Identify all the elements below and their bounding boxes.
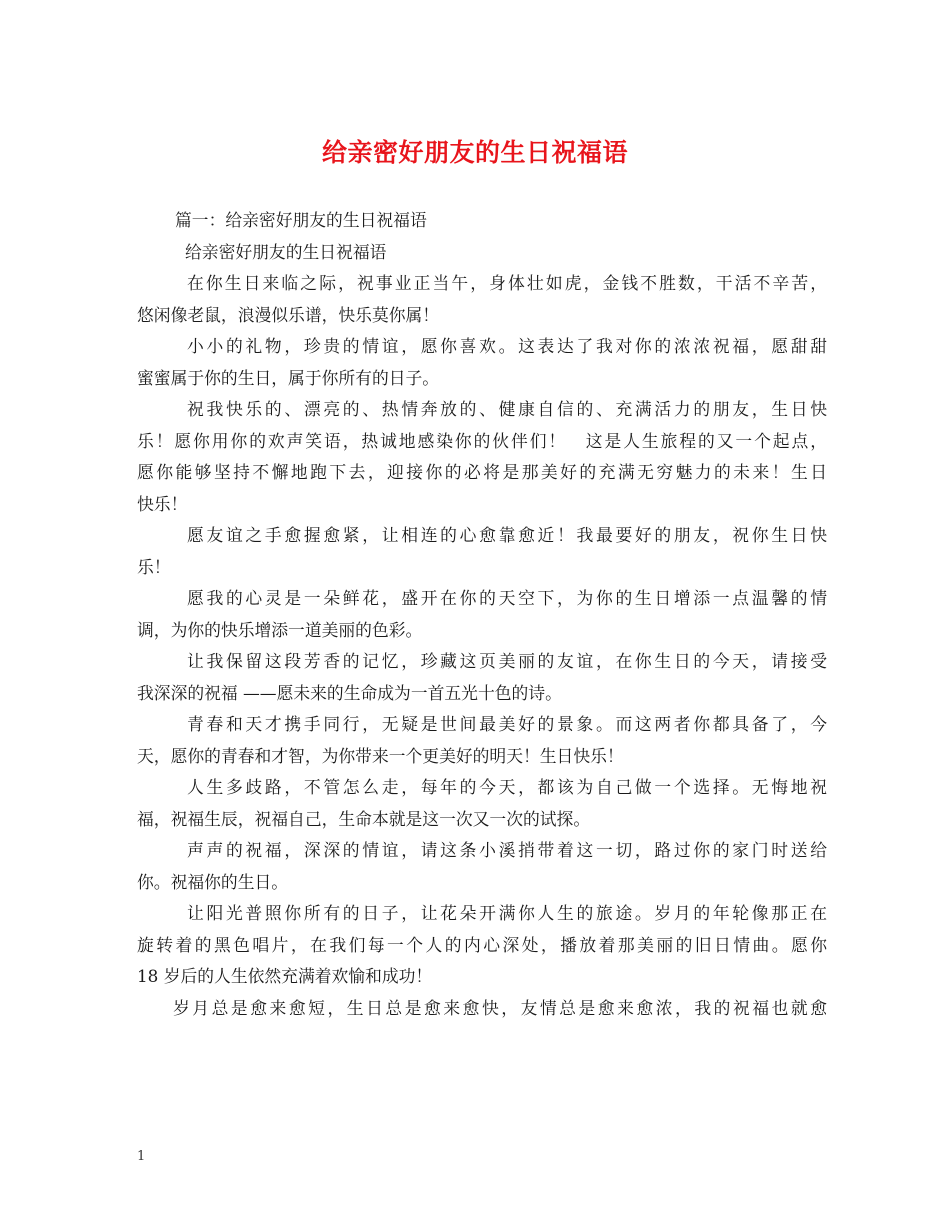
paragraph-line: 调，为你的快乐增添一道美丽的色彩。 [137,619,423,640]
paragraph-line: 岁月总是愈来愈短，生日总是愈来愈快，友情总是愈来愈浓，我的祝福也就愈 [173,997,827,1018]
paragraph-line: 让阳光普照你所有的日子，让花朵开满你人生的旅途。岁月的年轮像那正在 [187,903,827,923]
paragraph-line: 旋转着的黑色唱片，在我们每一个人的内心深处，播放着那美丽的旧日情曲。愿你 [137,934,827,955]
paragraph-line: 愿我的心灵是一朵鲜花，盛开在你的天空下，为你的生日增添一点温馨的情 [187,588,827,608]
paragraph-line: 天，愿你的青春和才智，为你带来一个更美好的明天！生日快乐！ [137,745,624,766]
paragraph-line: 青春和天才携手同行，无疑是世间最美好的景象。而这两者你都具备了，今 [187,714,827,734]
paragraph-line: 蜜蜜属于你的生日，属于你所有的日子。 [137,367,440,388]
paragraph-line: 在你生日来临之际，祝事业正当午，身体壮如虎，金钱不胜数，干活不辛苦， [187,273,827,293]
paragraph-line: 人生多歧路，不管怎么走，每年的今天，都该为自己做一个选择。无悔地祝 [187,777,827,797]
paragraph-line: 快乐！ [137,493,188,514]
paragraph-line: 福，祝福生辰，祝福自己，生命本就是这一次又一次的试探。 [137,808,591,829]
paragraph-line: 乐！愿你用你的欢声笑语，热诚地感染你的伙伴们！ 这是人生旅程的又一个起点， [137,430,827,451]
paragraph-line: 愿你能够坚持不懈地跑下去，迎接你的必将是那美好的充满无穷魅力的未来！生日 [137,462,827,482]
paragraph-line: 愿友谊之手愈握愈紧，让相连的心愈靠愈近！我最要好的朋友，祝你生日快 [187,525,827,545]
paragraph-line: 你。祝福你的生日。 [137,871,289,892]
paragraph-line: 小小的礼物，珍贵的情谊，愿你喜欢。这表达了我对你的浓浓祝福，愿甜甜 [187,336,827,356]
paragraph-line: 18 岁后的人生依然充满着欢愉和成功！ [137,966,433,986]
page-number: 1 [137,1149,146,1164]
section-heading: 篇一：给亲密好朋友的生日祝福语 [175,210,427,230]
paragraph-line: 声声的祝福，深深的情谊，请这条小溪捎带着这一切，路过你的家门时送给 [187,840,827,860]
paragraph-line: 我深深的祝福 ——愿未来的生命成为一首五光十色的诗。 [137,682,562,703]
subtitle-line: 给亲密好朋友的生日祝福语 [185,241,387,262]
paragraph-line: 悠闲像老鼠，浪漫似乐谱，快乐莫你属！ [137,304,440,325]
paragraph-line: 让我保留这段芳香的记忆，珍藏这页美丽的友谊，在你生日的今天，请接受 [187,651,827,671]
document-title: 给亲密好朋友的生日祝福语 [321,138,628,167]
paragraph-line: 祝我快乐的、漂亮的、热情奔放的、健康自信的、充满活力的朋友，生日快 [187,399,827,419]
paragraph-line: 乐！ [137,556,171,577]
document-body [137,205,827,1024]
